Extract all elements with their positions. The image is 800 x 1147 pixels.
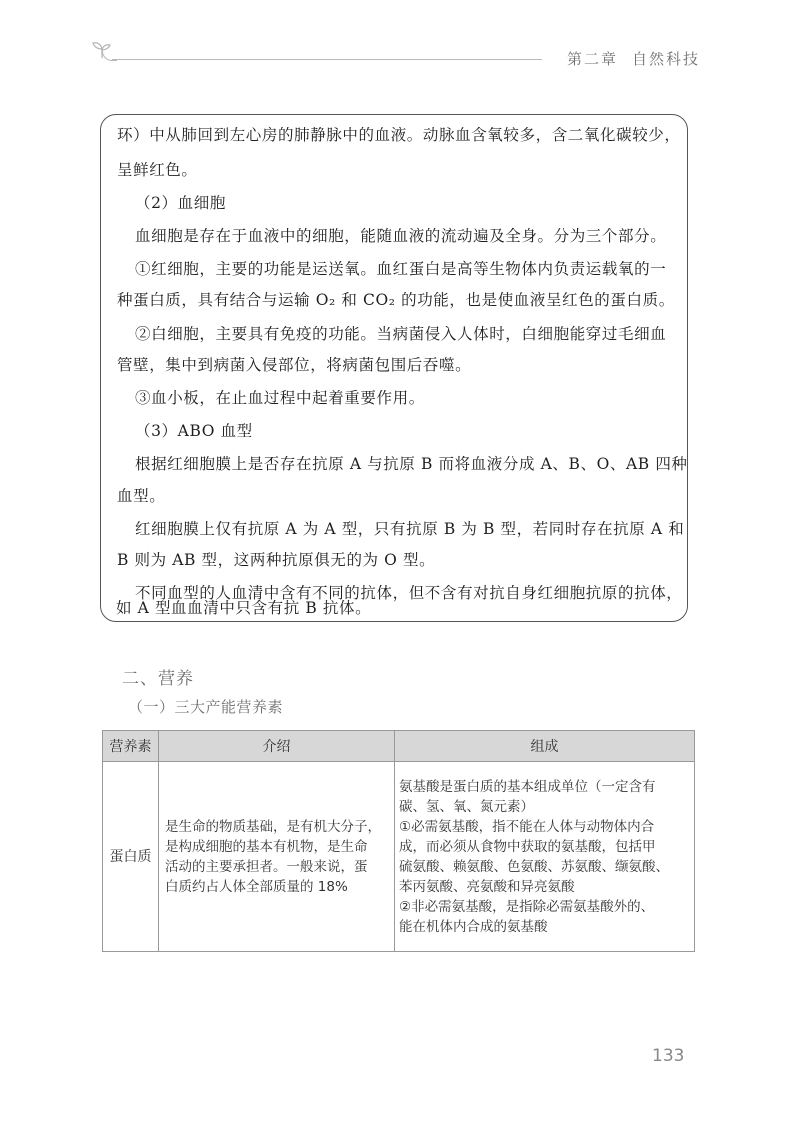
box-line: 管壁，集中到病菌入侵部位，将病菌包围后吞噬。: [117, 356, 472, 374]
box-line: 根据红细胞膜上是否存在抗原 A 与抗原 B 而将血液分成 A、B、O、AB 四种: [135, 455, 688, 473]
composition-line: 碳、氢、氧、氮元素）: [399, 798, 534, 815]
column-header-composition: 组成: [395, 731, 695, 762]
section-subheading: （一）三大产能营养素: [128, 698, 284, 716]
column-header-nutrient: 营养素: [103, 731, 159, 762]
composition-cell: [395, 762, 695, 952]
page-header: [90, 40, 700, 70]
box-line: ①红细胞，主要的功能是运送氧。血红蛋白是高等生物体内负责运载氧的一: [135, 260, 667, 278]
box-line: ③血小板，在止血过程中起着重要作用。: [135, 389, 425, 407]
table-header-row: [103, 731, 695, 762]
table-row: [103, 762, 695, 952]
text-box: [100, 114, 688, 622]
composition-line: 氨基酸是蛋白质的基本组成单位（一定含有: [399, 778, 656, 795]
chapter-label: [553, 48, 700, 69]
box-line: （2）血细胞: [135, 194, 226, 212]
box-line: 环）中从肺回到左心房的肺静脉中的血液。动脉血含氧较多，含二氧化碳较少，: [117, 126, 681, 144]
box-line: B 则为 AB 型，这两种抗原俱无的为 O 型。: [117, 551, 436, 569]
composition-line: 成，而必须从食物中获取的氨基酸，包括甲: [399, 838, 656, 855]
composition-line: 硫氨酸、赖氨酸、色氨酸、苏氨酸、缬氨酸、: [399, 858, 669, 875]
box-line: 血型。: [117, 487, 166, 505]
section-heading: 二、营养: [122, 669, 194, 689]
nutrient-name-cell: 蛋白质: [103, 762, 159, 952]
nutrient-table: [102, 730, 695, 952]
box-line: 如 A 型血血清中只含有抗 B 抗体。: [116, 599, 372, 617]
box-line: 红细胞膜上仅有抗原 A 为 A 型，只有抗原 B 为 B 型，若同时存在抗原 A 和: [135, 520, 685, 538]
composition-line: 苯丙氨酸、亮氨酸和异亮氨酸: [399, 878, 575, 895]
box-line: 呈鲜红色。: [117, 161, 198, 179]
page-number: 133: [652, 1046, 685, 1066]
chapter-title: 自然科技: [631, 50, 700, 68]
intro-cell: [159, 762, 395, 952]
chapter-number: 第二章: [566, 50, 618, 68]
column-header-intro: 介绍: [159, 731, 395, 762]
box-line: 不同血型的人血清中含有不同的抗体，但不含有对抗自身红细胞抗原的抗体，: [135, 584, 683, 602]
composition-line: ②非必需氨基酸，是指除必需氨基酸外的、: [399, 898, 655, 915]
composition-line: 能在机体内合成的氨基酸: [399, 918, 548, 935]
intro-line: 白质约占人体全部质量的 18%: [165, 878, 348, 895]
box-line: 血细胞是存在于血液中的细胞，能随血液的流动遍及全身。分为三个部分。: [135, 227, 667, 245]
header-rule: [112, 59, 542, 60]
intro-line: 是生命的物质基础，是有机大分子，: [165, 818, 381, 835]
box-line: ②白细胞，主要具有免疫的功能。当病菌侵入人体时，白细胞能穿过毛细血: [135, 325, 667, 343]
composition-line: ①必需氨基酸，指不能在人体与动物体内合: [399, 818, 655, 835]
intro-line: 是构成细胞的基本有机物，是生命: [165, 838, 368, 855]
box-line: 种蛋白质，具有结合与运输 O₂ 和 CO₂ 的功能，也是使血液呈红色的蛋白质。: [117, 291, 675, 309]
box-line: （3）ABO 血型: [135, 422, 253, 440]
intro-line: 活动的主要承担者。一般来说，蛋: [165, 858, 368, 875]
